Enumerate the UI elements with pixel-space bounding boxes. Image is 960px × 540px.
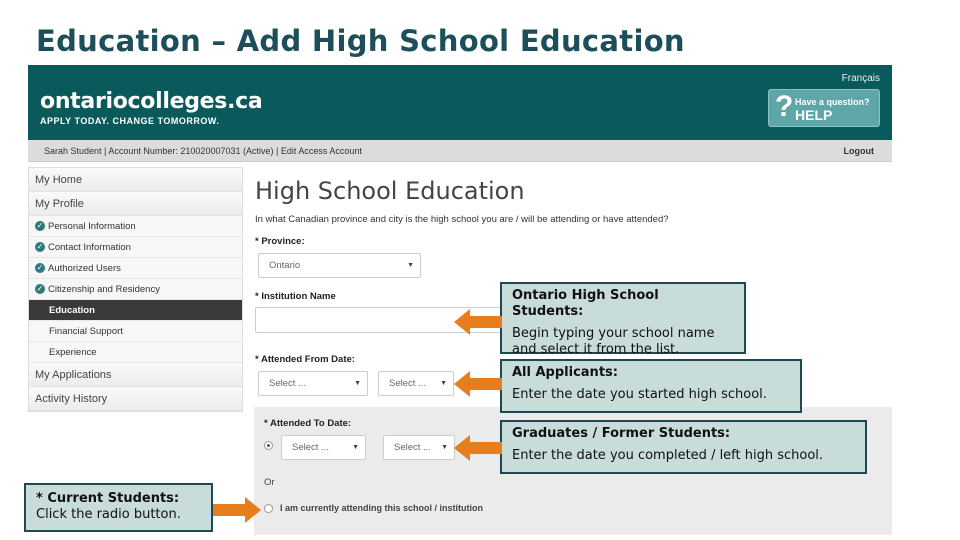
to-date-radio[interactable] (264, 441, 273, 450)
callout-text: Enter the date you started high school. (512, 387, 767, 402)
question-mark-icon: ? (775, 90, 794, 123)
check-icon: ✓ (36, 263, 44, 273)
callout-heading: All Applicants: (512, 365, 618, 380)
check-icon: ✓ (36, 284, 44, 294)
language-link[interactable]: Français (841, 73, 880, 84)
sidebar-nav (28, 167, 243, 412)
check-icon: ✓ (36, 242, 44, 252)
callout-all-applicants (500, 359, 802, 413)
callout-text: Begin typing your school name and select it from the list. (512, 326, 715, 357)
sidebar-item-authorized-users[interactable] (29, 258, 242, 279)
currently-attending-radio[interactable] (264, 504, 273, 513)
sidebar-item-activity-history[interactable]: Activity History (29, 387, 242, 411)
to-month-value: Select ... (292, 442, 329, 453)
logout-link[interactable]: Logout (843, 146, 874, 156)
province-question: In what Canadian province and city is the high school you are / will be attending or have attended? (255, 214, 669, 225)
sidebar-item-my-home[interactable]: My Home (29, 168, 242, 192)
site-header (28, 65, 892, 140)
to-year-select[interactable] (383, 435, 455, 460)
callout-current-students (24, 483, 213, 532)
callout-ontario-students (500, 282, 746, 357)
callout-heading: Graduates / Former Students: (512, 426, 731, 441)
sidebar-item-financial-support[interactable]: Financial Support (29, 321, 242, 342)
sidebar-item-citizenship[interactable] (29, 279, 242, 300)
chevron-down-icon: ▼ (441, 444, 448, 451)
sidebar-item-my-applications[interactable]: My Applications (29, 363, 242, 387)
sidebar-item-experience[interactable]: Experience (29, 342, 242, 363)
to-date-label: * Attended To Date: (264, 418, 352, 429)
institution-label: * Institution Name (255, 291, 336, 302)
from-month-value: Select ... (269, 378, 306, 389)
province-select[interactable] (258, 253, 421, 278)
slide-title: Education – Add High School Education (36, 24, 685, 58)
chevron-down-icon: ▼ (407, 262, 414, 269)
help-button[interactable] (768, 89, 880, 127)
province-value: Ontario (269, 260, 301, 271)
sidebar-item-label: Authorized Users (48, 263, 121, 274)
from-year-select[interactable] (378, 371, 454, 396)
callout-heading: Ontario High School Students: (512, 288, 659, 319)
arrow-icon (454, 371, 502, 397)
or-divider: Or (264, 477, 275, 488)
province-label: * Province: (255, 236, 305, 247)
site-logo[interactable]: ontariocolleges.ca (40, 89, 263, 114)
sidebar-item-my-profile[interactable]: My Profile (29, 192, 242, 216)
sidebar-item-personal-information[interactable] (29, 216, 242, 237)
sidebar-item-label: Contact Information (48, 242, 131, 253)
check-icon: ✓ (36, 221, 44, 231)
callout-heading: * Current Students: (36, 491, 180, 506)
sidebar-item-label: Citizenship and Residency (48, 284, 160, 295)
currently-attending-label: I am currently attending this school / institution (280, 503, 484, 513)
arrow-icon (213, 497, 261, 523)
from-date-label: * Attended From Date: (255, 354, 355, 365)
from-year-value: Select ... (389, 378, 426, 389)
help-label: HELP (795, 107, 833, 123)
chevron-down-icon: ▼ (354, 380, 361, 387)
help-subtext: Have a question? (795, 97, 870, 107)
sidebar-item-contact-information[interactable] (29, 237, 242, 258)
callout-text: Enter the date you completed / left high school. (512, 448, 824, 463)
to-month-select[interactable] (281, 435, 366, 460)
callout-text: Click the radio button. (36, 507, 181, 522)
chevron-down-icon: ▼ (440, 380, 447, 387)
arrow-icon (454, 309, 502, 335)
arrow-icon (454, 435, 502, 461)
page-title: High School Education (255, 177, 525, 205)
account-bar (28, 140, 892, 162)
sidebar-item-education[interactable]: Education (29, 300, 242, 321)
callout-graduates (500, 420, 867, 474)
to-year-value: Select ... (394, 442, 431, 453)
sidebar-item-label: Personal Information (48, 221, 136, 232)
account-info: Sarah Student | Account Number: 210020007031 (Active) | Edit Access Account (44, 146, 362, 156)
site-tagline: APPLY TODAY. CHANGE TOMORROW. (40, 116, 220, 126)
chevron-down-icon: ▼ (352, 444, 359, 451)
from-month-select[interactable] (258, 371, 368, 396)
